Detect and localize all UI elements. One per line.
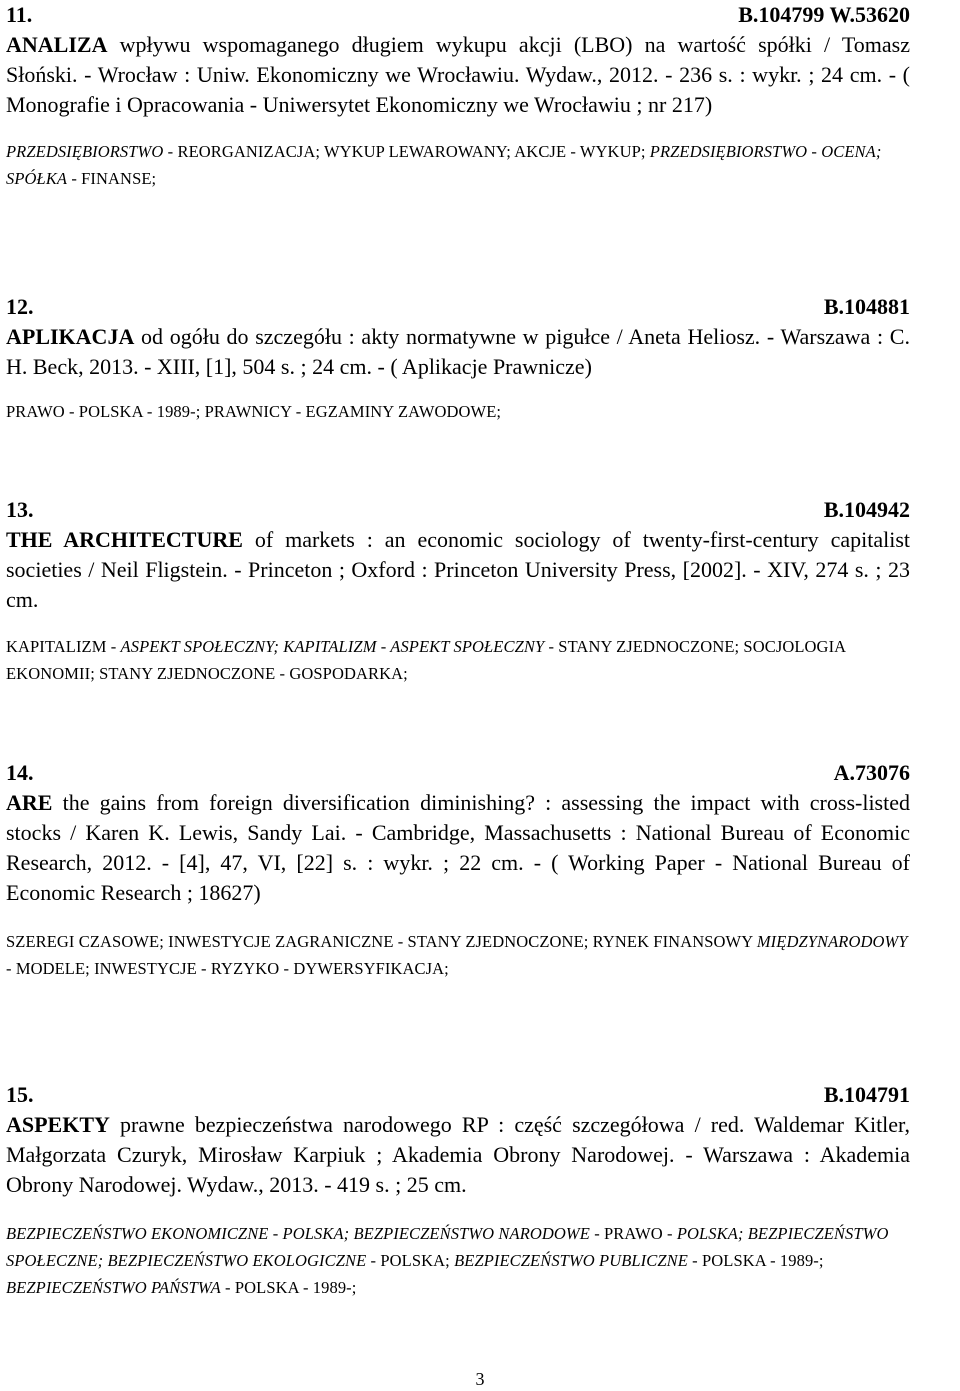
entry-subjects [6, 138, 910, 192]
subject-segment: SZEREGI CZASOWE; INWESTYCJE ZAGRANICZNE - STANY ZJEDNOCZONE; RYNEK FINANSOWY [6, 932, 757, 951]
entry-number: 14. [6, 760, 34, 785]
subject-segment: - POLSKA - 1989-; [220, 1278, 357, 1297]
subject-segment: - PRAWO - [589, 1224, 677, 1243]
entry-number: 12. [6, 294, 34, 319]
subject-segment: - FINANSE; [67, 169, 157, 188]
entry-keyword: THE ARCHITECTURE [6, 527, 243, 552]
entry-keyword: ASPEKTY [6, 1112, 110, 1137]
entry-subjects [6, 1220, 910, 1301]
catalog-entry-13 [6, 495, 910, 687]
subject-segment: - POLSKA; [366, 1251, 455, 1270]
subject-segment: - MODELE; INWESTYCJE - RYZYKO - DYWERSYFIKACJA; [6, 959, 449, 978]
subject-segment: - STANY ZJEDNOCZONE; SOCJOLOGIA EKONOMII; STANY ZJEDNOCZONE - GOSPODARKA; [6, 637, 846, 683]
entry-description [6, 30, 910, 120]
subject-segment: ASPEKT SPOŁECZNY; KAPITALIZM - ASPEKT SPOŁECZNY [120, 637, 545, 656]
entry-description [6, 1110, 910, 1200]
catalog-entry-11 [6, 0, 910, 192]
entry-keyword: ANALIZA [6, 32, 108, 57]
subject-segment: KAPITALIZM - [6, 637, 121, 656]
entry-description [6, 525, 910, 615]
subject-segment: BEZPIECZEŃSTWO PAŃSTWA [6, 1278, 221, 1297]
entry-header [6, 1080, 910, 1110]
subject-segment: PRAWO - POLSKA - 1989-; PRAWNICY - EGZAMINY ZAWODOWE; [6, 402, 502, 421]
entry-signature: B.104791 [823, 1082, 910, 1107]
entry-subjects [6, 633, 910, 687]
entry-signature: B.104881 [823, 294, 910, 319]
catalog-entry-15 [6, 1080, 910, 1301]
entry-header [6, 495, 910, 525]
entry-description-text: the gains from foreign diversification diminishing? : assessing the impact with cross-listed stocks / Karen K. Lewis, Sandy Lai. - Cambridge, Massachusetts : National Bureau of Economic Research, 2012. - [4], 47, VI, [22] s. : wykr. ; 22 cm. - ( Working Paper - National Bureau of Economic Research ; 18627) [6, 790, 910, 905]
entry-header [6, 292, 910, 322]
page-number: 3 [475, 1369, 485, 1389]
entry-keyword: APLIKACJA [6, 324, 135, 349]
catalog-entry-14 [6, 758, 910, 982]
entry-signature: A.73076 [833, 760, 910, 785]
subject-segment: BEZPIECZEŃSTWO EKONOMICZNE - POLSKA; BEZPIECZEŃSTWO NARODOWE [6, 1224, 590, 1243]
entry-description-text: of markets : an economic sociology of twenty-first-century capitalist societies / Neil Fligstein. - Princeton ; Oxford : Princeton University Press, [2002]. - XIV, 274 s. ; 23 cm. [6, 527, 910, 612]
entry-number: 11. [6, 2, 33, 27]
entry-signature: B.104942 [823, 497, 910, 522]
entry-keyword: ARE [6, 790, 53, 815]
subject-segment: POLSKA; BEZPIECZEŃSTWO SPOŁECZNE; BEZPIECZEŃSTWO EKOLOGICZNE [6, 1224, 889, 1270]
entry-number: 13. [6, 497, 34, 522]
entry-description [6, 788, 910, 908]
entry-subjects [6, 928, 910, 982]
entry-description-text: wpływu wspomaganego długiem wykupu akcji (LBO) na wartość spółki / Tomasz Słoński. - Wrocław : Uniw. Ekonomiczny we Wrocławiu. Wydaw., 2012. - 236 s. : wykr. ; 24 cm. - ( Monografie i Opracowania - Uniwersytet Ekonomiczny we Wrocławiu ; nr 217) [6, 32, 910, 117]
entry-header [6, 0, 910, 30]
entry-description-text: prawne bezpieczeństwa narodowego RP : część szczegółowa / red. Waldemar Kitler, Małgorzata Czuryk, Mirosław Karpiuk ; Akademia Obrony Narodowej. - Warszawa : Akademia Obrony Narodowej. Wydaw., 2013. - 419 s. ; 25 cm. [6, 1112, 910, 1197]
catalog-entry-12 [6, 292, 910, 425]
subject-segment: - REORGANIZACJA; WYKUP LEWAROWANY; AKCJE - WYKUP; [163, 142, 650, 161]
entry-description-text: od ogółu do szczegółu : akty normatywne w pigułce / Aneta Heliosz. - Warszawa : C. H. Beck, 2013. - XIII, [1], 504 s. ; 24 cm. - ( Aplikacje Prawnicze) [6, 324, 910, 379]
subject-segment: PRZEDSIĘBIORSTWO - OCENA; SPÓŁKA [6, 142, 882, 188]
entry-signature: B.104799 W.53620 [738, 2, 910, 27]
entry-subjects [6, 398, 910, 425]
subject-segment: BEZPIECZEŃSTWO PUBLICZNE [454, 1251, 688, 1270]
entry-description [6, 322, 910, 382]
entry-number: 15. [6, 1082, 34, 1107]
subject-segment: MIĘDZYNARODOWY [756, 932, 908, 951]
subject-segment: - POLSKA - 1989-; [687, 1251, 824, 1270]
subject-segment: PRZEDSIĘBIORSTWO [6, 142, 164, 161]
entry-header [6, 758, 910, 788]
